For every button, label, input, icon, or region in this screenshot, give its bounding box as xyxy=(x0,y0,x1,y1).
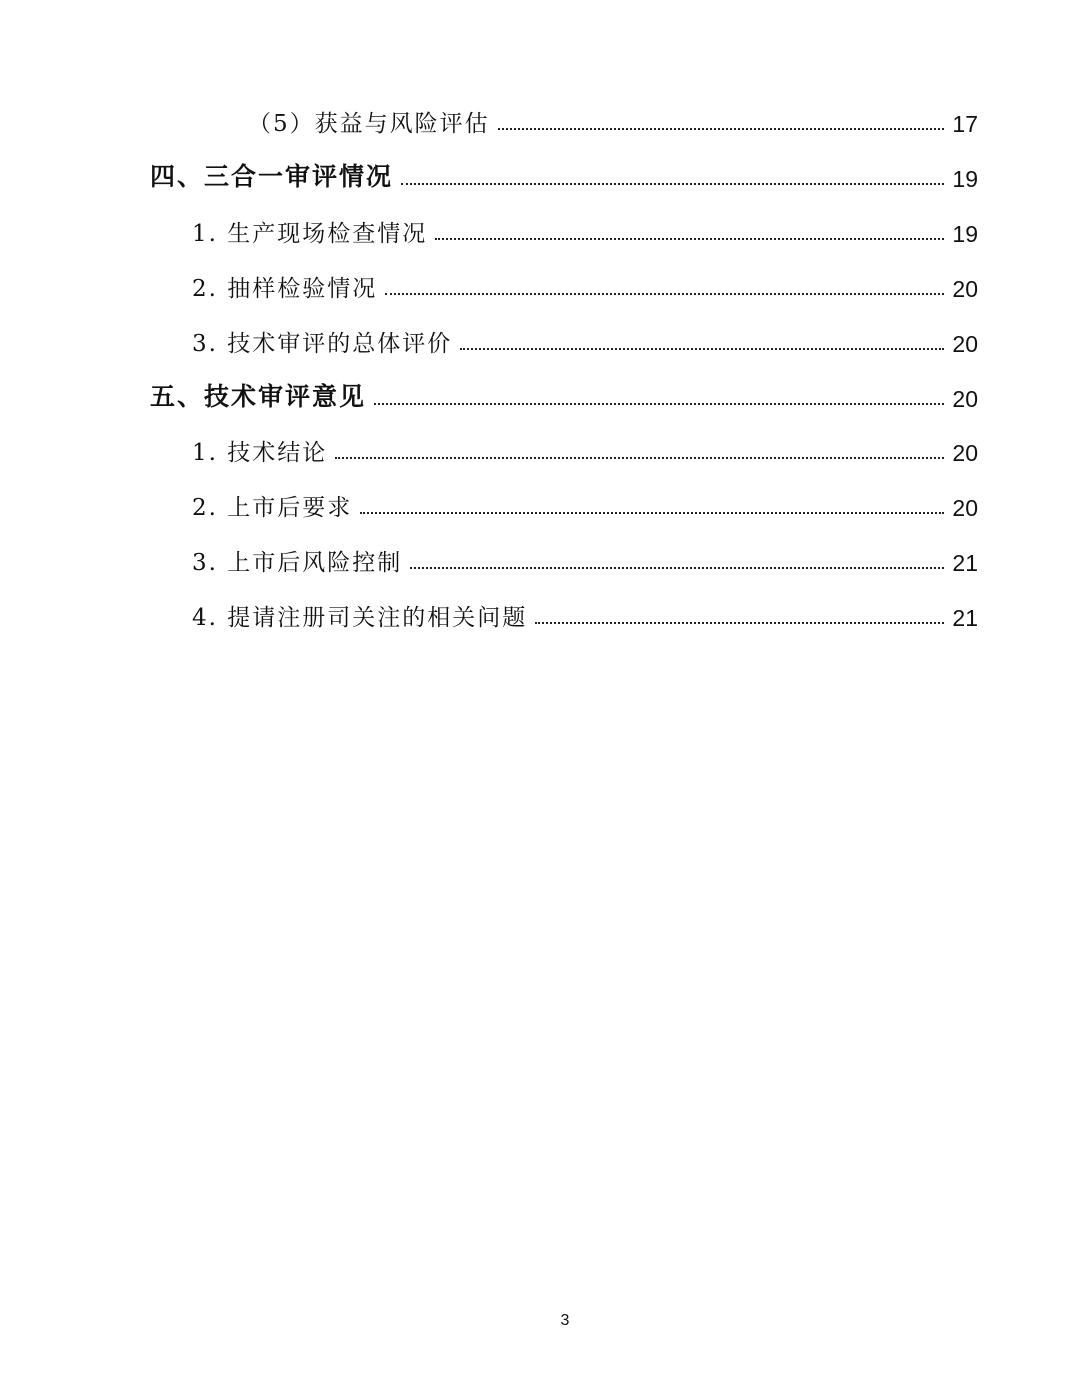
toc-entry-sampling-test[interactable] xyxy=(192,263,978,303)
toc-entry-label: 2. 上市后要求 xyxy=(192,495,353,521)
toc-entry-label: 2. 抽样检验情况 xyxy=(192,276,378,302)
toc-entry-benefit-risk[interactable] xyxy=(248,98,978,138)
toc-entry-label: 1. 生产现场检查情况 xyxy=(192,221,428,247)
toc-entry-page: 19 xyxy=(952,166,978,192)
toc-entry-page: 19 xyxy=(952,221,978,247)
toc-entry-page: 20 xyxy=(952,495,978,521)
toc-entry-registration-issues[interactable] xyxy=(192,592,978,632)
toc-entry-label: 四、三合一审评情况 xyxy=(150,162,394,191)
toc-entry-page: 20 xyxy=(952,276,978,302)
toc-entry-page: 17 xyxy=(952,111,978,137)
toc-entry-post-market-risk-control[interactable] xyxy=(192,537,978,577)
toc-entry-page: 20 xyxy=(952,331,978,357)
toc-entry-label: （5）获益与风险评估 xyxy=(248,111,490,137)
dot-leader xyxy=(401,183,944,185)
toc-entry-page: 21 xyxy=(952,550,978,576)
dot-leader xyxy=(410,567,944,569)
toc-entry-label: 3. 技术审评的总体评价 xyxy=(192,331,453,357)
toc-entry-section-4[interactable] xyxy=(150,153,978,193)
dot-leader xyxy=(535,622,944,624)
dot-leader xyxy=(435,238,944,240)
toc-entry-page: 21 xyxy=(952,605,978,631)
toc-entry-label: 4. 提请注册司关注的相关问题 xyxy=(192,605,528,631)
dot-leader xyxy=(335,457,944,459)
toc-entry-post-market-requirements[interactable] xyxy=(192,482,978,522)
toc-entry-label: 1. 技术结论 xyxy=(192,440,328,466)
dot-leader xyxy=(360,512,944,514)
toc-entry-label: 3. 上市后风险控制 xyxy=(192,550,403,576)
toc-entry-overall-evaluation[interactable] xyxy=(192,318,978,358)
dot-leader xyxy=(498,128,945,130)
page-number: 3 xyxy=(560,1312,570,1329)
dot-leader xyxy=(460,348,944,350)
toc-entry-technical-conclusion[interactable] xyxy=(192,427,978,467)
dot-leader xyxy=(385,293,944,295)
dot-leader xyxy=(374,403,944,405)
toc-entry-site-inspection[interactable] xyxy=(192,208,978,248)
toc-entry-page: 20 xyxy=(952,386,978,412)
toc-entry-page: 20 xyxy=(952,440,978,466)
toc-entry-label: 五、技术审评意见 xyxy=(150,382,367,411)
toc-entry-section-5[interactable] xyxy=(150,373,978,413)
